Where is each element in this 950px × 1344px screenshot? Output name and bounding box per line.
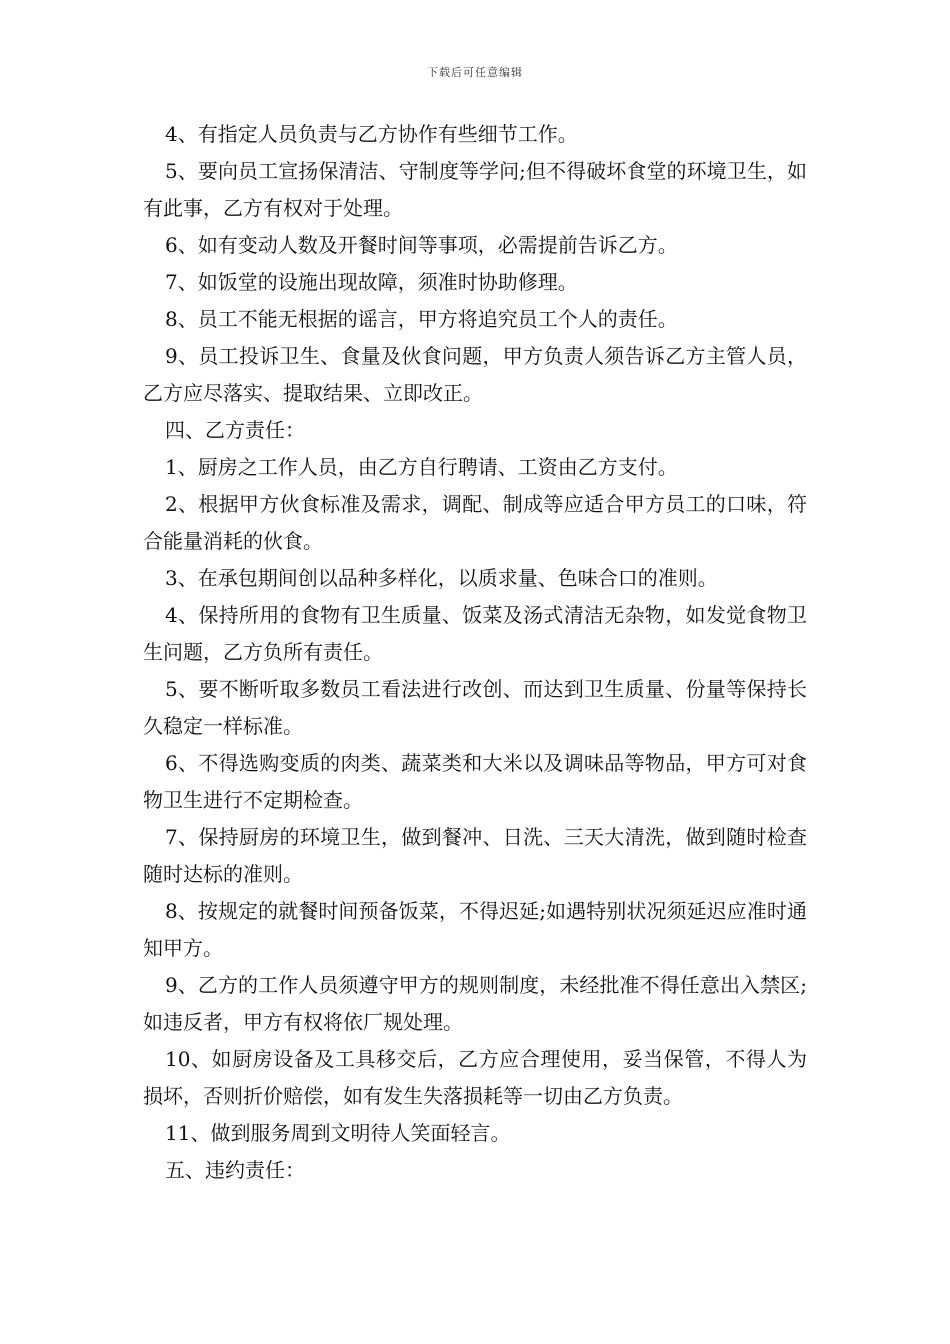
paragraph: 5、要不断听取多数员工看法进行改创、而达到卫生质量、份量等保持长久稳定一样标准。 xyxy=(143,677,807,738)
paragraph: 8、按规定的就餐时间预备饭菜，不得迟延;如遇特别状况须延迟应准时通知甲方。 xyxy=(143,899,807,960)
paragraph: 2、根据甲方伙食标准及需求，调配、制成等应适合甲方员工的口味，符合能量消耗的伙食。 xyxy=(143,492,807,553)
paragraph: 4、有指定人员负责与乙方协作有些细节工作。 xyxy=(165,122,578,146)
paragraph: 11、做到服务周到文明待人笑面轻言。 xyxy=(165,1121,511,1145)
document-body xyxy=(143,116,807,1189)
paragraph: 7、保持厨房的环境卫生，做到餐冲、日洗、三天大清洗，做到随时检查随时达标的准则。 xyxy=(143,825,807,886)
section-heading: 五、违约责任： xyxy=(165,1158,305,1182)
paragraph: 7、如饭堂的设施出现故障，须准时协助修理。 xyxy=(165,270,578,294)
paragraph: 10、如厨房设备及工具移交后，乙方应合理使用，妥当保管，不得人为损坏，否则折价赔偿，如有发生失落损耗等一切由乙方负责。 xyxy=(143,1047,807,1108)
paragraph: 3、在承包期间创以品种多样化，以质求量、色味合口的准则。 xyxy=(165,566,718,590)
paragraph: 6、不得选购变质的肉类、蔬菜类和大米以及调味品等物品，甲方可对食物卫生进行不定期检查。 xyxy=(143,751,807,812)
page-header: 下载后可任意编辑 xyxy=(427,66,523,79)
paragraph: 6、如有变动人数及开餐时间等事项，必需提前告诉乙方。 xyxy=(165,233,678,257)
paragraph: 8、员工不能无根据的谣言，甲方将追究员工个人的责任。 xyxy=(165,307,678,331)
paragraph: 1、厨房之工作人员，由乙方自行聘请、工资由乙方支付。 xyxy=(165,455,678,479)
paragraph: 9、员工投诉卫生、食量及伙食问题，甲方负责人须告诉乙方主管人员，乙方应尽落实、提取结果、立即改正。 xyxy=(143,344,807,405)
paragraph: 5、要向员工宣扬保清洁、守制度等学问;但不得破坏食堂的环境卫生，如有此事，乙方有权对于处理。 xyxy=(143,159,807,220)
paragraph: 9、乙方的工作人员须遵守甲方的规则制度，未经批准不得任意出入禁区;如违反者，甲方有权将依厂规处理。 xyxy=(143,973,807,1034)
paragraph: 4、保持所用的食物有卫生质量、饭菜及汤式清洁无杂物，如发觉食物卫生问题，乙方负所有责任。 xyxy=(143,603,807,664)
section-heading: 四、乙方责任： xyxy=(165,418,305,442)
